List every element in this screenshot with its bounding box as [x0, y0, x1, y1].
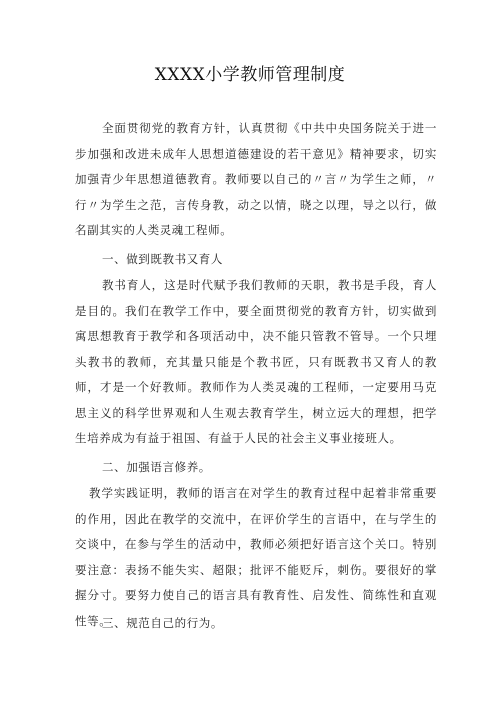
- section-heading-2: 二、加强语言修养。: [102, 460, 211, 474]
- section-body-1: 教书育人，这是时代赋予我们教师的天职，教书是手段，育人是目的。我们在教学工作中，要全面贯彻党的教育方针，切实做到寓思想教育于教学和各项活动中，决不能只管教不管导。一个只埋头教书的教师，充其量只能是个教书匠，只有既教书又育人的教师，才是一个好教师。教师作为人类灵魂的工程师，一定要用马克思主义的科学世界观和人生观去教育学生，树立远大的理想，把学生培养成为有益于祖国、有益于人民的社会主义事业接班人。: [75, 278, 437, 445]
- document-title: XXXX小学教师管理制度: [154, 65, 346, 85]
- section-heading-1: 一、做到既教书又育人: [102, 252, 223, 266]
- section-body-2: 教学实践证明，教师的语言在对学生的教育过程中起着非常重要的作用，因此在教学的交流中，在评价学生的言语中，在与学生的交谈中，在参与学生的活动中，教师必须把好语言这个关口。特别要注意：表扬不能失实、超限；批评不能贬斥，刺伤。要很好的掌握分寸。要努力使自己的语言具有教育性、启发性、简练性和直观性等。: [75, 486, 437, 628]
- section-heading-3: 三、规范自己的行为。: [102, 616, 223, 630]
- intro-paragraph: 全面贯彻党的教育方针，认真贯彻《中共中央国务院关于进一步加强和改进未成年人思想道德建设的若干意见》精神要求，切实加强青少年思想道德教育。教师要以自己的〃言〃为学生之师，〃行〃为学生之范，言传身教，动之以情，晓之以理，导之以行，做名副其实的人类灵魂工程师。: [75, 121, 437, 237]
